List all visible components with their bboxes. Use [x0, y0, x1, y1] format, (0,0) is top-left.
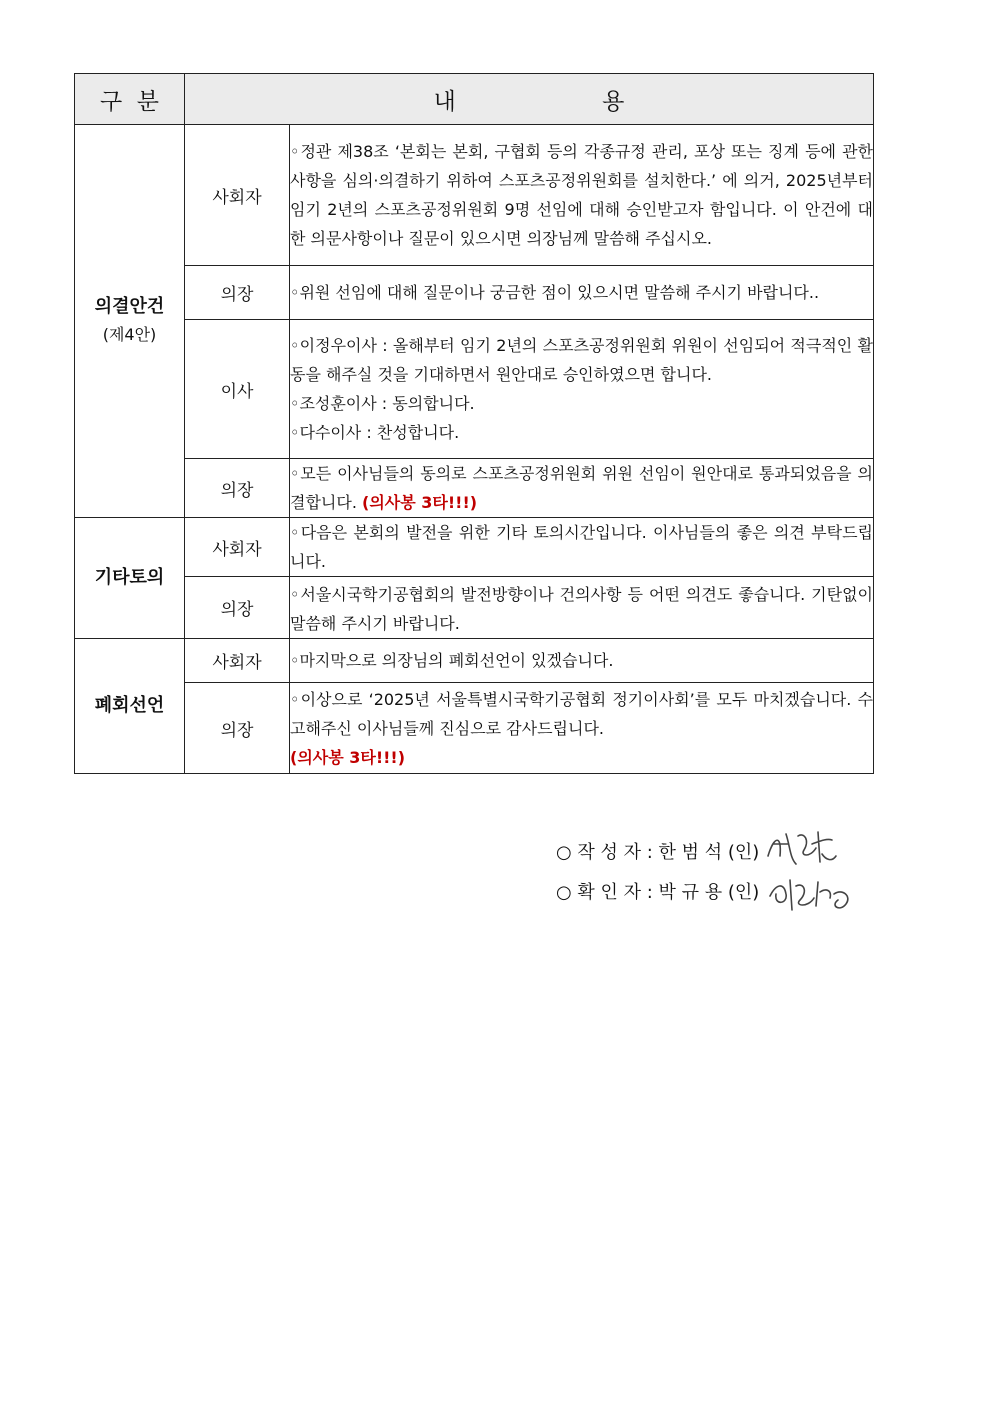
content-cell — [290, 320, 874, 459]
gavel-note: (의사봉 3타!!!) — [290, 747, 406, 767]
content-line: ◦다음은 본회의 발전을 위한 기타 토의시간입니다. 이사님들의 좋은 의견 부탁드립니다. — [290, 523, 874, 571]
content-line: ◦조성훈이사 : 동의합니다. — [290, 394, 475, 413]
content-cell — [290, 518, 874, 577]
content-line: ◦마지막으로 의장님의 폐회선언이 있겠습니다. — [290, 651, 614, 670]
content-line: ◦이상으로 ‘2025년 서울특별시국학기공협회 정기이사회’를 모두 마치겠습니다. 수고해주신 이사님들께 진심으로 감사드립니다. — [290, 689, 874, 738]
table-row — [75, 125, 874, 266]
category-title: 의결안건 — [94, 296, 165, 317]
content-line: ◦위원 선임에 대해 질문이나 궁금한 점이 있으시면 말씀해 주시기 바랍니다.. — [290, 283, 820, 302]
table-row — [75, 459, 874, 518]
handwritten-signature-icon — [764, 872, 856, 918]
category-title: 폐회선언 — [94, 695, 165, 716]
header-row — [75, 74, 874, 125]
confirmer-signature-line: ○ 확 인 자 : 박 규 용 (인) — [556, 882, 760, 903]
content-cell — [290, 639, 874, 683]
content-text: ◦모든 이사님들의 동의로 스포츠공정위원회 위원 선임이 원안대로 통과되었음을 의결합니다. — [290, 464, 874, 512]
speaker-cell: 사회자 — [185, 125, 290, 266]
minutes-table — [74, 73, 874, 774]
content-line: ◦다수이사 : 찬성합니다. — [290, 423, 460, 442]
content-cell — [290, 459, 874, 518]
speaker-cell: 이사 — [185, 320, 290, 459]
table-row — [75, 577, 874, 639]
speaker-cell: 의장 — [185, 683, 290, 774]
table-row — [75, 683, 874, 774]
content-cell — [290, 266, 874, 320]
header-content: 내 용 — [185, 74, 874, 125]
table-row — [75, 518, 874, 577]
category-cell — [75, 639, 185, 774]
category-cell — [75, 125, 185, 518]
content-line: ◦정관 제38조 ‘본회는 본회, 구협회 등의 각종규정 관리, 포상 또는 징계 등에 관한 사항을 심의·의결하기 위하여 스포츠공정위원회를 설치한다.’ 에 의거, 2025년부터 임기 2년의 스포츠공정위원회 9명 선임에 대해 승인받고자 함입니다. 이 안건에 대한 의문사항이나 질문이 있으시면 의장님께 말씀해 주십시오. — [290, 142, 874, 248]
content-cell — [290, 577, 874, 639]
content-cell — [290, 125, 874, 266]
category-cell — [75, 518, 185, 639]
writer-signature-line: ○ 작 성 자 : 한 범 석 (인) — [556, 842, 760, 863]
content-line — [290, 459, 873, 517]
table-row — [75, 266, 874, 320]
table-row — [75, 639, 874, 683]
content-line: ◦이정우이사 : 올해부터 임기 2년의 스포츠공정위원회 위원이 선임되어 적극적인 활동을 해주실 것을 기대하면서 원안대로 승인하였으면 합니다. — [290, 336, 874, 384]
content-cell — [290, 683, 874, 774]
speaker-cell: 사회자 — [185, 639, 290, 683]
category-title: 기타토의 — [94, 567, 165, 588]
handwritten-signature-icon — [760, 826, 840, 872]
speaker-cell: 의장 — [185, 459, 290, 518]
content-line: ◦서울시국학기공협회의 발전방향이나 건의사항 등 어떤 의견도 좋습니다. 기탄없이 말씀해 주시기 바랍니다. — [290, 584, 874, 633]
speaker-cell: 의장 — [185, 266, 290, 320]
speaker-cell: 사회자 — [185, 518, 290, 577]
gavel-note: (의사봉 3타!!!) — [362, 493, 478, 512]
table-row — [75, 320, 874, 459]
header-category: 구 분 — [75, 74, 185, 125]
category-subtitle: (제4안) — [102, 325, 157, 344]
speaker-cell: 의장 — [185, 577, 290, 639]
